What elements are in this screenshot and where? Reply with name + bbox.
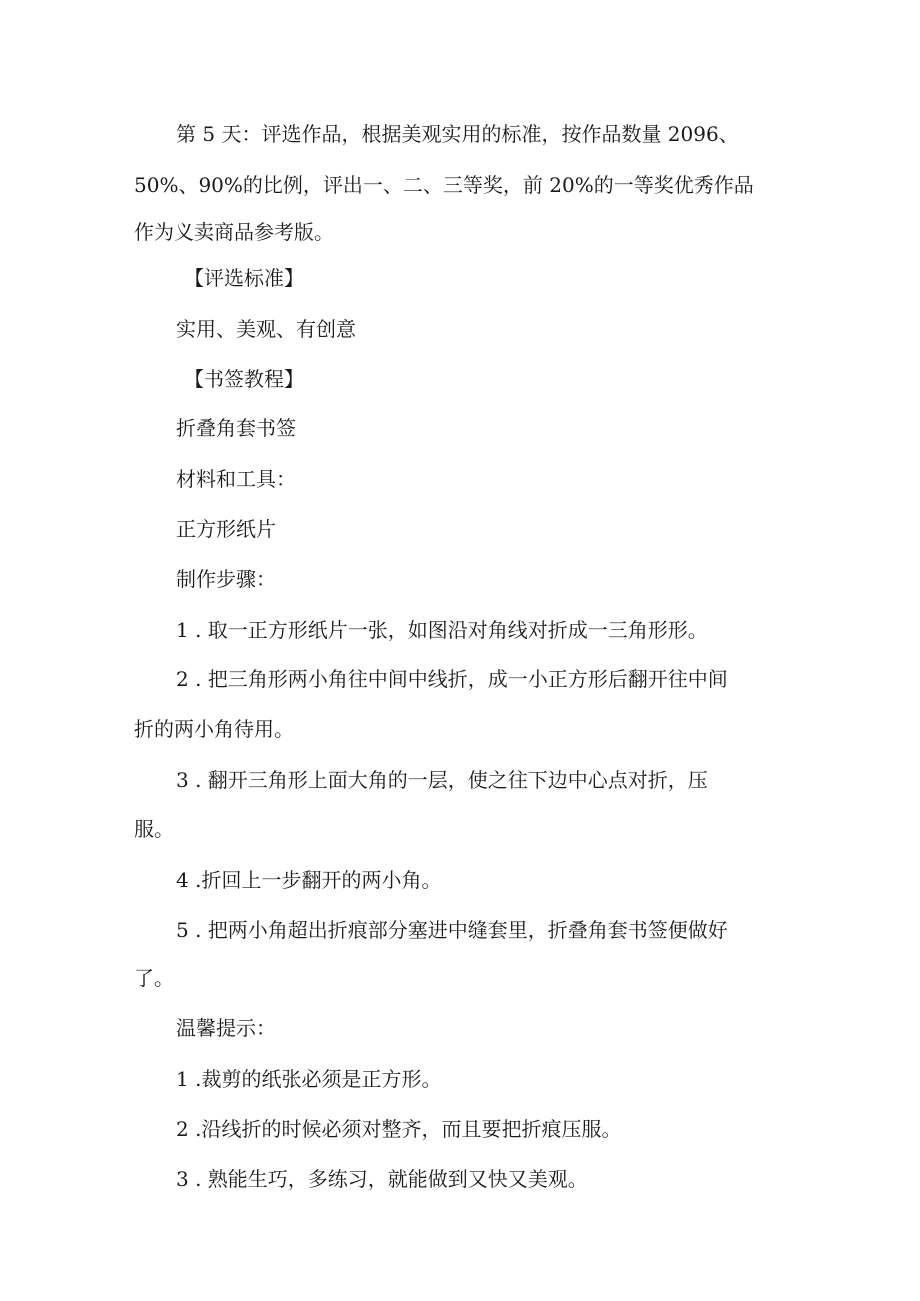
step-1: 1 . 取一正方形纸片一张，如图沿对角线对折成一三角形形。 <box>176 618 708 642</box>
step-5-line2: 了。 <box>134 966 174 990</box>
heading-criteria: 【评选标准】 <box>184 266 304 290</box>
step-4: 4 .折回上一步翻开的两小角。 <box>176 868 442 892</box>
paragraph-day5-line3: 作为义卖商品参考版。 <box>134 220 334 244</box>
tip-2: 2 .沿线折的时候必须对整齐，而且要把折痕压服。 <box>176 1117 622 1141</box>
paragraph-day5-line1: 第 5 天：评选作品，根据美观实用的标准，按作品数量 2096、 <box>176 122 739 146</box>
steps-label: 制作步骤： <box>176 567 276 591</box>
heading-tutorial: 【书签教程】 <box>184 367 304 391</box>
step-2-line1: 2 . 把三角形两小角往中间中线折，成一小正方形后翻开往中间 <box>176 667 728 691</box>
tip-1: 1 .裁剪的纸张必须是正方形。 <box>176 1067 442 1091</box>
materials-label: 材料和工具： <box>176 467 296 491</box>
step-2-line2: 折的两小角待用。 <box>134 717 294 741</box>
tip-3: 3 . 熟能生巧，多练习，就能做到又快又美观。 <box>176 1167 588 1191</box>
step-3-line2: 服。 <box>134 817 174 841</box>
tips-label: 温馨提示： <box>176 1016 276 1040</box>
materials-text: 正方形纸片 <box>176 517 276 541</box>
criteria-text: 实用、美观、有创意 <box>176 317 356 341</box>
step-5-line1: 5 . 把两小角超出折痕部分塞进中缝套里，折叠角套书签便做好 <box>176 918 728 942</box>
paragraph-day5-line2: 50%、90%的比例，评出一、二、三等奖，前 20%的一等奖优秀作品 <box>134 173 754 197</box>
step-3-line1: 3 . 翻开三角形上面大角的一层，使之往下边中心点对折，压 <box>176 768 708 792</box>
tutorial-name: 折叠角套书签 <box>176 416 296 440</box>
